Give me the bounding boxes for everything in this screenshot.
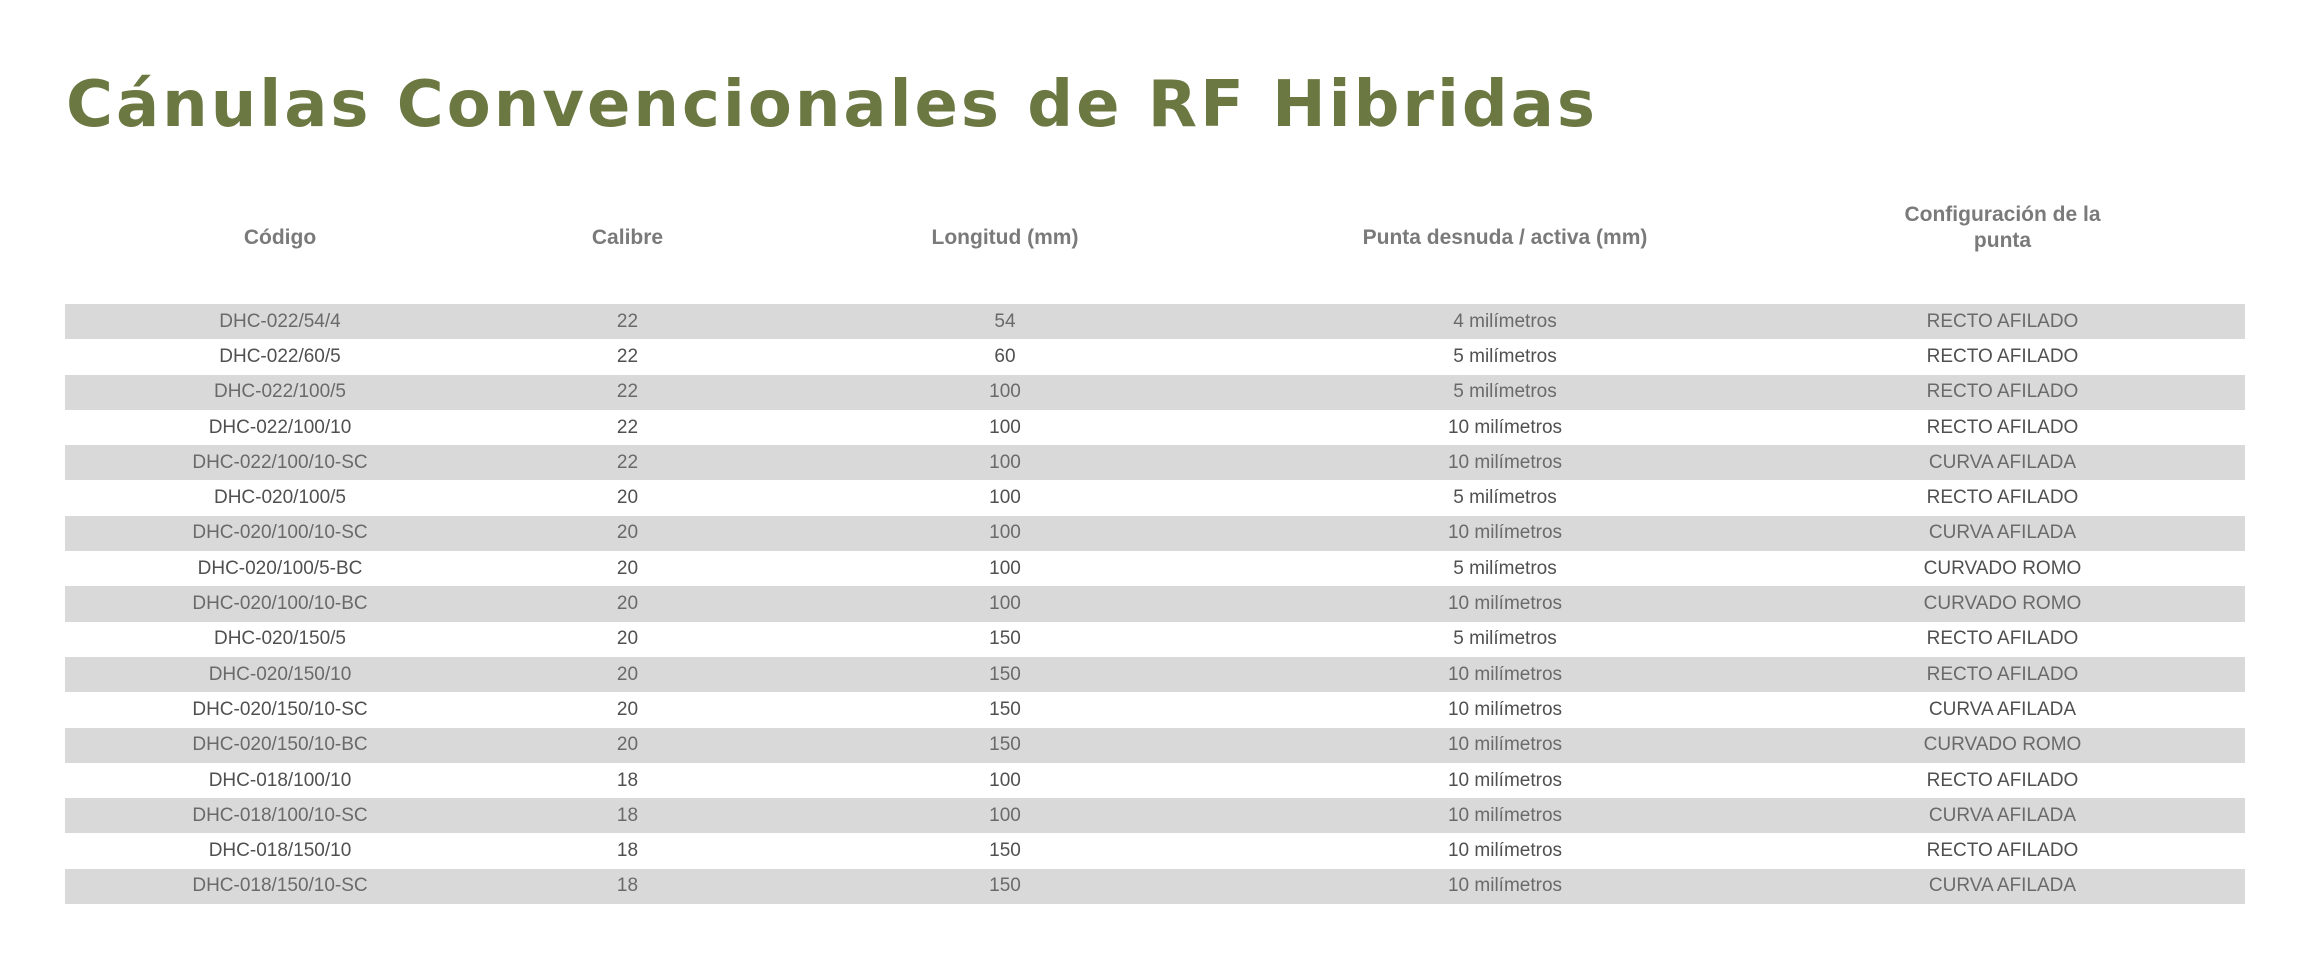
cell-configuracion: RECTO AFILADO [1926, 487, 2079, 509]
cell-punta: 5 milímetros [1453, 628, 1557, 650]
cell-configuracion: RECTO AFILADO [1926, 628, 2079, 650]
cell-punta: 10 milímetros [1447, 840, 1563, 862]
cell-punta: 10 milímetros [1447, 875, 1563, 897]
table-body [65, 304, 2245, 904]
table-row [65, 657, 2245, 692]
cell-codigo: DHC-018/150/10-SC [192, 875, 368, 897]
cell-longitud: 100 [989, 557, 1021, 579]
cell-calibre: 20 [616, 698, 639, 720]
cell-calibre: 18 [616, 875, 639, 897]
col-header-punta: Punta desnuda / activa (mm) [1362, 226, 1648, 249]
cell-codigo: DHC-022/54/4 [219, 310, 341, 332]
cell-longitud: 100 [989, 381, 1021, 403]
cell-longitud: 150 [989, 663, 1021, 685]
cell-codigo: DHC-022/100/10 [208, 416, 352, 438]
cell-codigo: DHC-022/100/5 [213, 381, 347, 403]
cell-codigo: DHC-020/150/10 [208, 663, 352, 685]
cell-longitud: 60 [994, 345, 1016, 367]
cell-configuracion: RECTO AFILADO [1926, 769, 2079, 791]
cell-longitud: 100 [989, 487, 1021, 509]
cell-calibre: 22 [616, 451, 639, 473]
table-row [65, 763, 2245, 798]
cell-longitud: 100 [989, 416, 1021, 438]
cell-punta: 4 milímetros [1453, 310, 1557, 332]
table-row [65, 304, 2245, 339]
table-header [65, 180, 2245, 304]
cell-configuracion: CURVA AFILADA [1928, 698, 2077, 720]
cell-codigo: DHC-020/150/10-SC [192, 698, 368, 720]
cell-codigo: DHC-020/100/5 [213, 487, 347, 509]
cell-calibre: 20 [616, 734, 639, 756]
cell-punta: 5 milímetros [1453, 487, 1557, 509]
cell-configuracion: CURVADO ROMO [1923, 557, 2082, 579]
table-row [65, 516, 2245, 551]
table-row [65, 339, 2245, 374]
cell-longitud: 150 [989, 840, 1021, 862]
cell-punta: 10 milímetros [1447, 698, 1563, 720]
cell-punta: 10 milímetros [1447, 593, 1563, 615]
table-row [65, 692, 2245, 727]
cell-punta: 5 milímetros [1453, 345, 1557, 367]
cell-configuracion: CURVADO ROMO [1923, 734, 2082, 756]
cell-punta: 5 milímetros [1453, 557, 1557, 579]
cell-codigo: DHC-020/150/5 [213, 628, 347, 650]
col-header-configuracion: Configuración de la punta [1904, 203, 2101, 252]
cell-calibre: 20 [616, 522, 639, 544]
cell-configuracion: CURVA AFILADA [1928, 451, 2077, 473]
cell-configuracion: CURVA AFILADA [1928, 522, 2077, 544]
cell-punta: 10 milímetros [1447, 769, 1563, 791]
cell-codigo: DHC-022/100/10-SC [192, 451, 368, 473]
table-row [65, 410, 2245, 445]
cell-configuracion: CURVA AFILADA [1928, 875, 2077, 897]
col-header-codigo: Código [243, 226, 317, 249]
cell-longitud: 54 [994, 310, 1016, 332]
cell-calibre: 20 [616, 487, 639, 509]
table-row [65, 375, 2245, 410]
cell-punta: 10 milímetros [1447, 522, 1563, 544]
cell-calibre: 20 [616, 628, 639, 650]
cell-calibre: 22 [616, 381, 639, 403]
cell-longitud: 100 [989, 451, 1021, 473]
table-row [65, 798, 2245, 833]
cell-codigo: DHC-020/100/5-BC [197, 557, 363, 579]
cell-longitud: 100 [989, 522, 1021, 544]
table-row [65, 480, 2245, 515]
cell-codigo: DHC-018/100/10-SC [192, 804, 368, 826]
cell-calibre: 20 [616, 593, 639, 615]
col-header-calibre: Calibre [591, 226, 664, 249]
cell-configuracion: RECTO AFILADO [1926, 840, 2079, 862]
cell-calibre: 18 [616, 840, 639, 862]
cell-punta: 10 milímetros [1447, 416, 1563, 438]
cell-calibre: 22 [616, 345, 639, 367]
cell-longitud: 150 [989, 628, 1021, 650]
cell-codigo: DHC-020/100/10-SC [192, 522, 368, 544]
cell-configuracion: CURVADO ROMO [1923, 593, 2082, 615]
spec-table [65, 180, 2245, 904]
cell-longitud: 100 [989, 593, 1021, 615]
cell-codigo: DHC-020/150/10-BC [192, 734, 368, 756]
table-row [65, 728, 2245, 763]
cell-configuracion: RECTO AFILADO [1926, 310, 2079, 332]
page-title: Cánulas Convencionales de RF Hibridas [66, 68, 1598, 142]
cell-longitud: 100 [989, 769, 1021, 791]
cell-codigo: DHC-018/150/10 [208, 840, 352, 862]
cell-configuracion: RECTO AFILADO [1926, 663, 2079, 685]
cell-configuracion: RECTO AFILADO [1926, 416, 2079, 438]
table-row [65, 622, 2245, 657]
table-row [65, 551, 2245, 586]
cell-codigo: DHC-022/60/5 [219, 345, 341, 367]
cell-calibre: 18 [616, 804, 639, 826]
cell-codigo: DHC-018/100/10 [208, 769, 352, 791]
table-row [65, 586, 2245, 621]
cell-longitud: 150 [989, 698, 1021, 720]
cell-calibre: 22 [616, 310, 639, 332]
cell-longitud: 150 [989, 875, 1021, 897]
cell-punta: 10 milímetros [1447, 734, 1563, 756]
cell-punta: 5 milímetros [1453, 381, 1557, 403]
cell-punta: 10 milímetros [1447, 451, 1563, 473]
cell-longitud: 100 [989, 804, 1021, 826]
cell-configuracion: CURVA AFILADA [1928, 804, 2077, 826]
cell-punta: 10 milímetros [1447, 663, 1563, 685]
cell-calibre: 20 [616, 557, 639, 579]
table-row [65, 869, 2245, 904]
cell-configuracion: RECTO AFILADO [1926, 345, 2079, 367]
table-row [65, 445, 2245, 480]
cell-calibre: 18 [616, 769, 639, 791]
cell-longitud: 150 [989, 734, 1021, 756]
col-header-longitud: Longitud (mm) [931, 226, 1079, 249]
table-row [65, 833, 2245, 868]
cell-calibre: 22 [616, 416, 639, 438]
cell-codigo: DHC-020/100/10-BC [192, 593, 368, 615]
cell-calibre: 20 [616, 663, 639, 685]
cell-punta: 10 milímetros [1447, 804, 1563, 826]
header-row [65, 180, 2245, 304]
cell-configuracion: RECTO AFILADO [1926, 381, 2079, 403]
